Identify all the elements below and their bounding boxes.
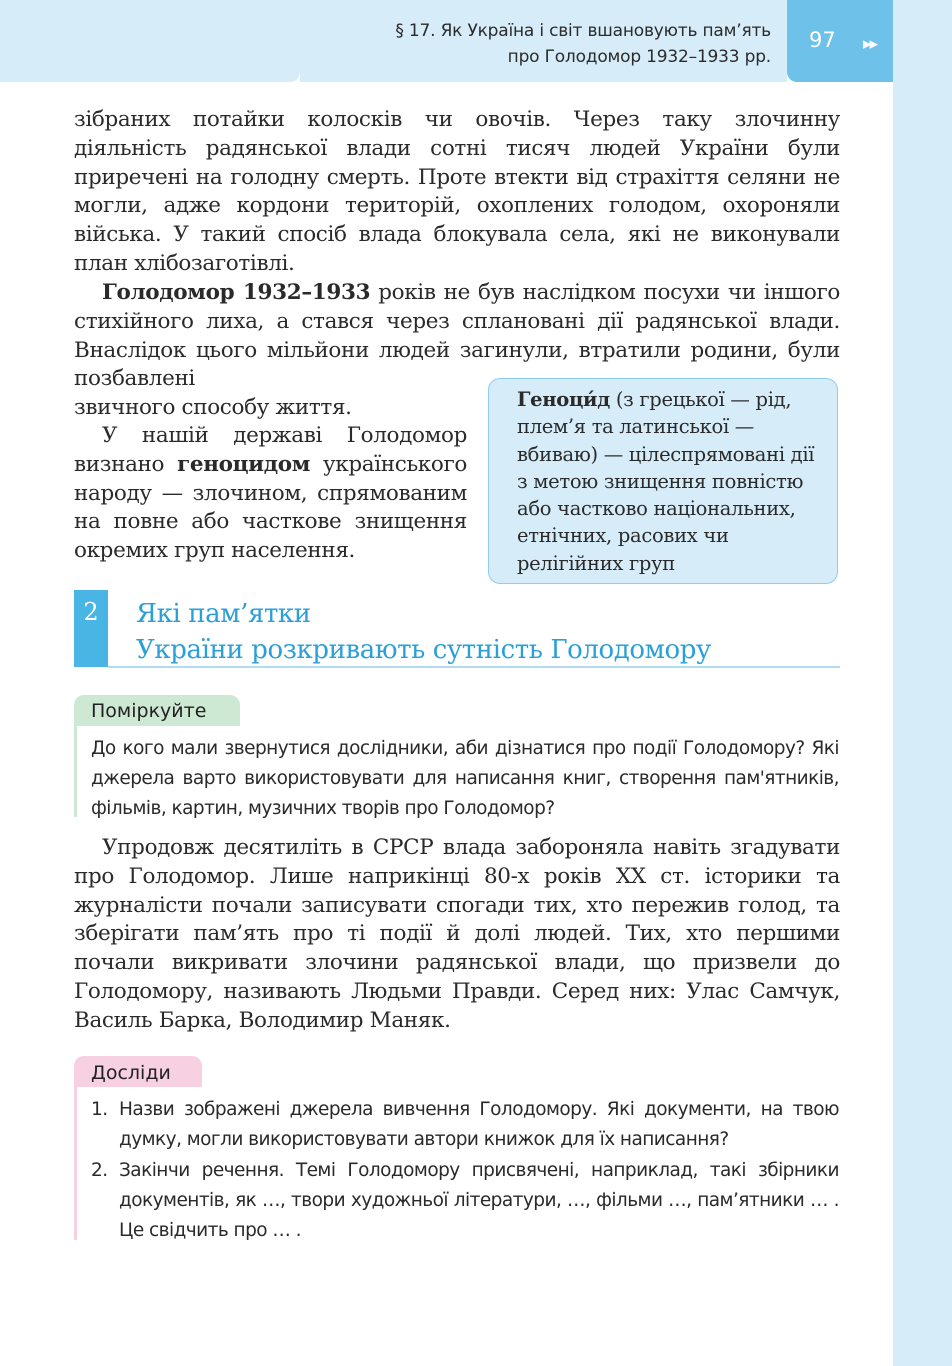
paragraph-3-start: У нашій державі Голодомор визнано: [74, 423, 467, 477]
chapter-title-line1: § 17. Як Україна і світ вшановують пам’ять: [395, 21, 771, 41]
genocide-term: геноцидом: [177, 451, 311, 477]
section-title: [136, 596, 711, 668]
section-title-line2: України розкривають сутність Голодомору: [136, 635, 711, 665]
research-item-2-text: Закінчи речення. Темі Голодомору присвячені, наприклад, такі збірники документів, як …, твори художньої літератури, …, фільми …, пам’ятники … . Це свідчить про … .: [119, 1160, 839, 1241]
research-item-1-number: 1.: [91, 1099, 108, 1120]
research-label: Досліди: [74, 1056, 202, 1087]
section-title-line1: Які пам’ятки: [136, 599, 311, 629]
page-number-tab: [787, 0, 893, 82]
paragraph-3-rest: українського народу — злочином, спрямованим на повне або часткове знищення окремих груп населення.: [74, 451, 467, 564]
paragraph-2-bold: Голодомор 1932–1933: [102, 280, 371, 305]
paragraph-2-tail-text: звичного способу життя.: [74, 395, 352, 420]
research-item-2: [91, 1156, 839, 1246]
paragraph-3-text: [74, 422, 467, 566]
definition-text: (з грецької — рід, плем’я та латинської — вбиваю) — цілеспрямовані дії з метою знищення повністю або частково національних, етнічних, расових чи релігійних груп: [517, 388, 815, 575]
page-number: 97: [809, 28, 836, 52]
next-arrow-icon: ▶▶: [863, 37, 876, 51]
header-title-band: [300, 0, 787, 82]
paragraph-4-text: Упродовж десятиліть в СРСР влада забороняла навіть згадувати про Голодомор. Лише наприкінці 80-х років XX ст. історики та журналісти почали записувати спогади тих, хто пережив голод, та зберігати пам’ять про ті події й долі людей. Тих, хто першими почали викривати злочини радянської влади, що призвели до Голодомору, називають Людьми Правди. Серед них: Улас Самчук, Василь Барка, Володимир Маняк.: [74, 835, 840, 1033]
header-left-band: [0, 0, 300, 82]
think-text: До кого мали звернутися дослідники, аби дізнатися про події Голодомору? Які джерела варто використовувати для написання книг, створення пам'ятників, фільмів, картин, музичних творів про Голодомор?: [91, 738, 839, 819]
paragraph-2: [74, 279, 840, 394]
chapter-title: [395, 18, 771, 70]
paragraph-4: [74, 834, 840, 1036]
think-label: Поміркуйте: [74, 695, 240, 726]
paragraph-2-text: [74, 279, 840, 394]
section-number: 2: [74, 590, 108, 667]
think-side-bar: [74, 726, 77, 817]
paragraph-2-rest: років не був наслідком посухи чи іншого стихійного лиха, а стався через сплановані дії радянської влади. Внаслідок цього мільйони людей загинули, втратили родини, були позбавлені: [74, 280, 840, 392]
research-item-1: [91, 1095, 839, 1155]
definition-box: [488, 378, 838, 584]
paragraph-1: [74, 106, 840, 279]
research-item-1-text: Назви зображені джерела вивчення Голодомору. Які документи, на твою думку, могли використовувати автори книжок для їх написання?: [119, 1099, 839, 1150]
chapter-title-line2: про Голодомор 1932–1933 рр.: [507, 47, 771, 67]
definition-term: Геноци́д: [517, 388, 610, 411]
paragraph-2-tail: [74, 394, 467, 423]
paragraph-1-text: зібраних потайки колосків чи овочів. Через таку злочинну діяльність радянської влади сотні тисяч людей України були приречені на голодну смерть. Проте втекти від страхіття селяни не могли, адже кордони територій, охоплених голодом, охороняли війська. У такий спосіб влада блокувала села, які не виконували план хлібозаготівлі.: [74, 107, 840, 276]
research-item-2-number: 2.: [91, 1160, 108, 1181]
research-side-bar: [74, 1087, 77, 1240]
paragraph-3: [74, 422, 467, 566]
right-margin-strip: [893, 0, 952, 1366]
section-underline: [108, 666, 840, 668]
